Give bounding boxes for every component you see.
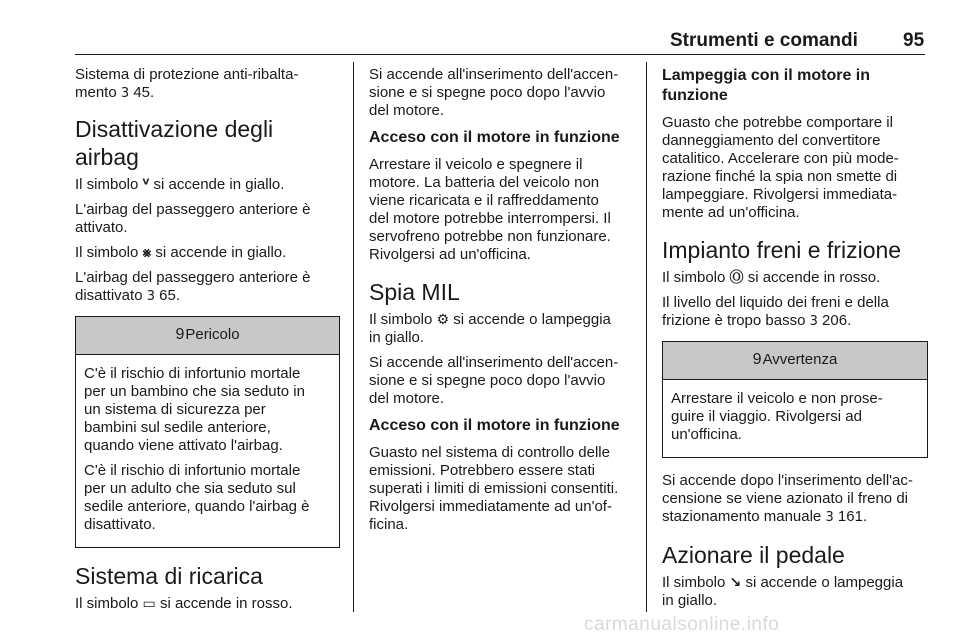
header-rule xyxy=(75,54,925,55)
paragraph: Guasto nel sistema di controllo delle emissioni. Potrebbero essere stati superati i limiti di emissioni consentiti. Rivolgersi immediatamente ad un'of- ficina. xyxy=(369,444,619,533)
battery-icon: ▭ xyxy=(142,596,156,612)
danger-box-header: 9Pericolo xyxy=(76,317,339,355)
watermark: carmanualsonline.info xyxy=(584,614,780,635)
column-2 xyxy=(369,66,634,541)
caution-box-header: 9Avvertenza xyxy=(663,342,927,380)
paragraph: Il simbolo Ⓞ si accende in rosso. xyxy=(662,269,881,286)
paragraph: Il simbolo ⱽ si accende in giallo. xyxy=(75,176,285,193)
warning-triangle-icon: 9 xyxy=(752,351,762,368)
paragraph: Si accende all'inserimento dell'accen- sione e si spegne poco dopo l'avvio del motore. xyxy=(369,66,619,119)
page-reference-icon: 3 xyxy=(825,510,834,525)
column-divider xyxy=(353,62,354,612)
paragraph: Il livello del liquido dei freni e della frizione è tropo basso 3 206. xyxy=(662,294,889,329)
page-reference-icon: 3 xyxy=(809,314,818,329)
paragraph: Arrestare il veicolo e non prose- guire il viaggio. Rivolgersi ad un'officina. xyxy=(671,390,883,443)
paragraph: L'airbag del passeggero anteriore è disattivato 3 65. xyxy=(75,269,311,304)
subsection-heading: Acceso con il motore in funzione xyxy=(369,129,620,146)
paragraph: C'è il rischio di infortunio mortale per un bambino che sia seduto in un sistema di sicurezza per bambini sul sedile anteriore, quando viene attivato l'airbag. xyxy=(84,365,305,454)
section-heading: Azionare il pedale xyxy=(662,542,845,568)
column-3 xyxy=(662,66,928,617)
paragraph: Guasto che potrebbe comportare il danneggiamento del convertitore catalitico. Accelerare con più mode- razione finché la spia non smette di lampeggiare. Rivolgersi immediata- mente ad un'officina. xyxy=(662,114,899,221)
paragraph: Arrestare il veicolo e spegnere il motore. La batteria del veicolo non viene ricaricata e il raffreddamento del motore potrebbe interrompersi. Il servofreno potrebbe non funzionare. Rivolgersi ad un'officina. xyxy=(369,156,611,263)
section-heading: Spia MIL xyxy=(369,279,460,305)
subsection-heading: Lampeggia con il motore in funzione xyxy=(662,67,871,104)
danger-box-body xyxy=(76,355,339,547)
paragraph: Il simbolo ▭ si accende in rosso. xyxy=(75,595,293,612)
caution-box-body xyxy=(663,380,927,457)
column-divider xyxy=(646,62,647,612)
pedal-icon: ↘ xyxy=(729,575,742,591)
subsection-heading: Acceso con il motore in funzione xyxy=(369,417,620,434)
page-number: 95 xyxy=(903,30,925,51)
paragraph: Il simbolo ⚙ si accende o lampeggia in giallo. xyxy=(369,311,611,346)
page-reference-link[interactable]: 45. xyxy=(133,84,155,101)
page-reference-icon: 3 xyxy=(120,86,130,101)
page-reference-link[interactable]: 206. xyxy=(822,312,852,329)
airbag-on-icon: ⱽ xyxy=(142,177,150,193)
paragraph: C'è il rischio di infortunio mortale per un adulto che sia seduto sul sedile anteriore, quando l'airbag è disattivato. xyxy=(84,462,310,533)
page-reference-icon: 3 xyxy=(146,289,155,304)
paragraph: L'airbag del passeggero anteriore è attivato. xyxy=(75,201,311,236)
section-heading: Disattivazione degli airbag xyxy=(75,116,274,170)
engine-icon: ⚙ xyxy=(436,312,450,328)
danger-box xyxy=(75,316,340,548)
caution-box xyxy=(662,341,928,458)
page-reference-link[interactable]: 161. xyxy=(837,508,868,525)
page-header-title: Strumenti e comandi xyxy=(670,30,858,51)
paragraph: Il simbolo ⨳ si accende in giallo. xyxy=(75,244,287,261)
section-heading: Impianto freni e frizione xyxy=(662,237,902,263)
warning-triangle-icon: 9 xyxy=(175,326,185,343)
paragraph: Si accende all'inserimento dell'accen- sione e si spegne poco dopo l'avvio del motore. xyxy=(369,354,619,407)
section-heading: Sistema di ricarica xyxy=(75,563,263,589)
column-1 xyxy=(75,66,340,620)
airbag-off-icon: ⨳ xyxy=(142,245,152,261)
page-reference-link[interactable]: 65. xyxy=(159,287,181,304)
paragraph: Sistema di protezione anti-ribalta- mento 3 45. xyxy=(75,66,299,101)
brake-icon: Ⓞ xyxy=(729,270,744,286)
paragraph: Il simbolo ↘ si accende o lampeggia in giallo. xyxy=(662,574,904,609)
paragraph: Si accende dopo l'inserimento dell'ac- censione se viene azionato il freno di stazionamento manuale 3 161. xyxy=(662,472,913,525)
